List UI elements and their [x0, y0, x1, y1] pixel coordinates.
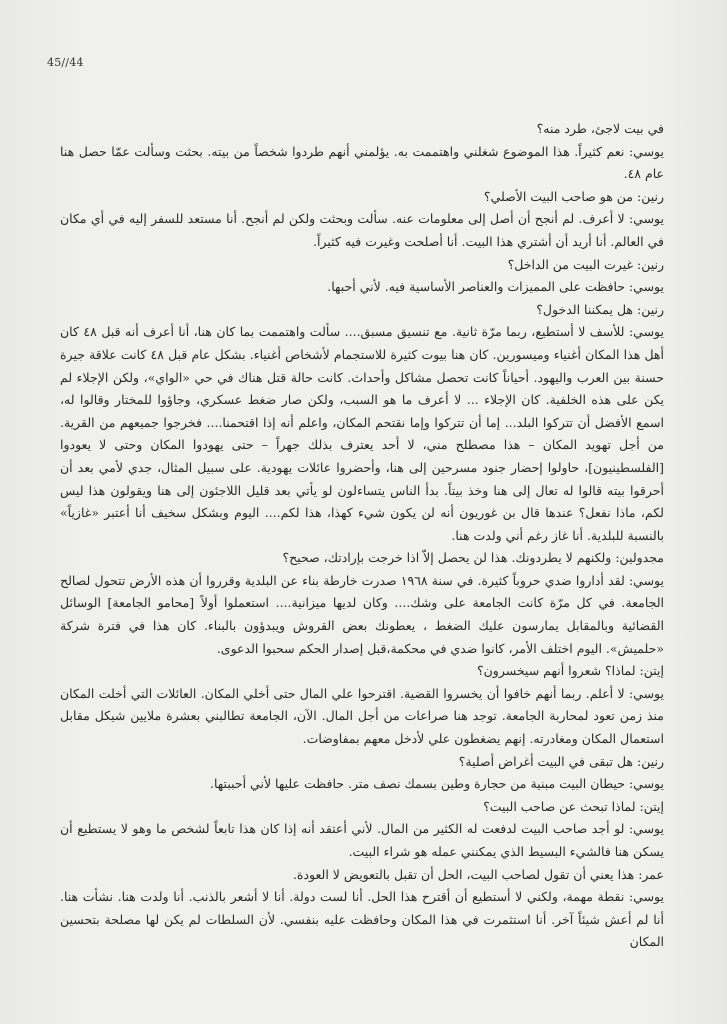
transcript-paragraph: يوسي: لقد أداروا ضدي حروباً كثيرة. في سنة ١٩٦٨ صدرت خارطة بناء عن البلدية وقرروا أن هذه الأرض تتحول لصالح الجامعة. في كل مرّة كانت الجامعة على وشك.... وكان لديها ميزانية.... استعملوا أولاً [محامو الجامعة] الوسائل القضائية وبالمقابل يمارسون عليك الضغط ، يعطونك بعض القروش ويبدؤون بالبناء. كان هذا في فترة شركة «حلميش». اليوم اختلف الأمر، كانوا ضدي في محكمة،قبل إصدار الحكم سحبوا الدعوى.: [60, 572, 664, 656]
transcript-paragraph: مجدولين: ولكنهم لا يطردونك. هذا لن يحصل إلاّ اذا خرجت بإرادتك، صحيح؟: [282, 550, 664, 566]
transcript-paragraph: رنين: غيرت البيت من الداخل؟: [507, 256, 664, 272]
transcript-paragraph: رنين: من هو صاحب البيت الأصلي؟: [483, 188, 664, 204]
page-number: 45//44: [47, 56, 84, 69]
transcript-paragraph: يوسي: نقطة مهمة، ولكني لا أستطيع أن أقترح هذا الحل. أنا لست دولة. أنا لا أشعر بالذنب. أنا ولدت هنا. نشأت هنا. أنا لم أعش شيئاً آخر. أنا استثمرت في هذا المكان وحافظت عليه بنفسي. لأن السلطات لم يكن لها مصلحة بتحسين المكان: [60, 889, 664, 950]
interview-transcript: [60, 118, 664, 954]
transcript-paragraph: يوسي: للأسف لا أستطيع، ربما مرّة ثانية. مع تنسيق مسبق.... سألت واهتممت بما كان هنا، أنا أعرف أنه قبل ٤٨ كان أهل هذا المكان أغنياء وميسورين. كان هنا بيوت كثيرة للاستجمام لأشخاص أغنياء. بشكل عام قبل ٤٨ كانت علاقة جيرة حسنة بين العرب واليهود. أحياناً كانت تحصل مشاكل وأحداث. كانت حالة قتل هناك في حي «الواي»، ولكن الإجلاء لم يكن على هذه الخلفية. كان الإجلاء ... لا أعرف ما هو السبب، ولكن صار ضغط عسكري، وجاؤوا للمختار وقالوا له، اسمع الأفضل أن تتركوا البلد... إما أن تتركوا وإما نقتحم المكان، واعلم أنه إذا اقتحمنا.... فخرجوا جميعهم من القرية. من أجل تهويد المكان – هذا مصطلح مني، لا أحد يعترف بذلك جهراً – حتى يهودوا المكان وحتى لا يعودوا [الفلسطينيون]، حاولوا إحضار جنود مسرحين إلى هنا، وأحضروا عائلات يهودية. على سبيل المثال، جدي لأمي بعد أن أحرقوا بيته قالوا له تعال إلى هنا وخذ بيتاً. بدأ الناس يتساءلون لو يأتي بعد قليل اللاجئون إلى هنا ويقولون هذا ليس لكم، ماذا نفعل؟ عندها قال بن غوريون أنه لن يكون شيء كهذا، هذا لكم.... اليوم وبشكل سخيف أنا أعتبر «غازياً» بالنسبة للبلدية. أنا غاز رغم أني ولدت هنا.: [60, 324, 664, 543]
transcript-paragraph: إيتن: لماذا تبحث عن صاحب البيت؟: [483, 798, 664, 814]
transcript-paragraph: يوسي: نعم كثيراً. هذا الموضوع شغلني واهتممت به. يؤلمني أنهم طردوا شخصاً من بيته. بحثت وسألت عمّا حصل هنا عام ٤٨.: [60, 143, 664, 182]
transcript-paragraph: عمر: هذا يعني أن تقول لصاحب البيت، الحل أن تقبل بالتعويض لا العودة.: [292, 866, 664, 882]
transcript-paragraph: يوسي: لو أجد صاحب البيت لدفعت له الكثير من المال. لأني أعتقد أنه إذا كان هذا تابعاً لشخص ما وهو لا يستطيع أن يسكن هنا فالشيء البسيط الذي يمكنني عمله هو شراء البيت.: [60, 821, 664, 859]
transcript-paragraph: يوسي: لا أعلم. ربما أنهم خافوا أن يخسروا القضية. اقترحوا علي المال حتى أخلي المكان. العائلات التي أخلت المكان منذ زمن تعود لمحاربة الجامعة. توجد هنا صراعات من أجل المال. الآن، الجامعة تطالبني بعشرة ملايين شيكل مقابل استعمال المكان ومغادرته. إنهم يضغطون علي لأدخل معهم بمفاوضات.: [60, 685, 664, 747]
transcript-paragraph: يوسي: حافظت على المميزات والعناصر الأساسية فيه. لأني أحبها.: [327, 279, 664, 295]
transcript-paragraph: يوسي: لا أعرف. لم أنجح أن أصل إلى معلومات عنه. سألت وبحثت ولكن لم أنجح. أنا مستعد للسفر إليه في أي مكان في العالم. أنا أريد أن أشتري هذا البيت. أنا أصلحت وغيرت فيه كثيراً.: [60, 211, 664, 249]
transcript-paragraph: إيتن: لماذا؟ شعروا أنهم سيخسرون؟: [476, 663, 664, 679]
transcript-paragraph: رنين: هل يمكننا الدخول؟: [536, 301, 664, 317]
transcript-paragraph: في بيت لاجئ، طرد منه؟: [536, 121, 664, 136]
transcript-paragraph: يوسي: حيطان البيت مبنية من حجارة وطين بسمك نصف متر. حافظت عليها لأني أحببتها.: [210, 776, 664, 792]
transcript-paragraph: رنين: هل تبقى في البيت أغراض أصلية؟: [458, 753, 664, 769]
